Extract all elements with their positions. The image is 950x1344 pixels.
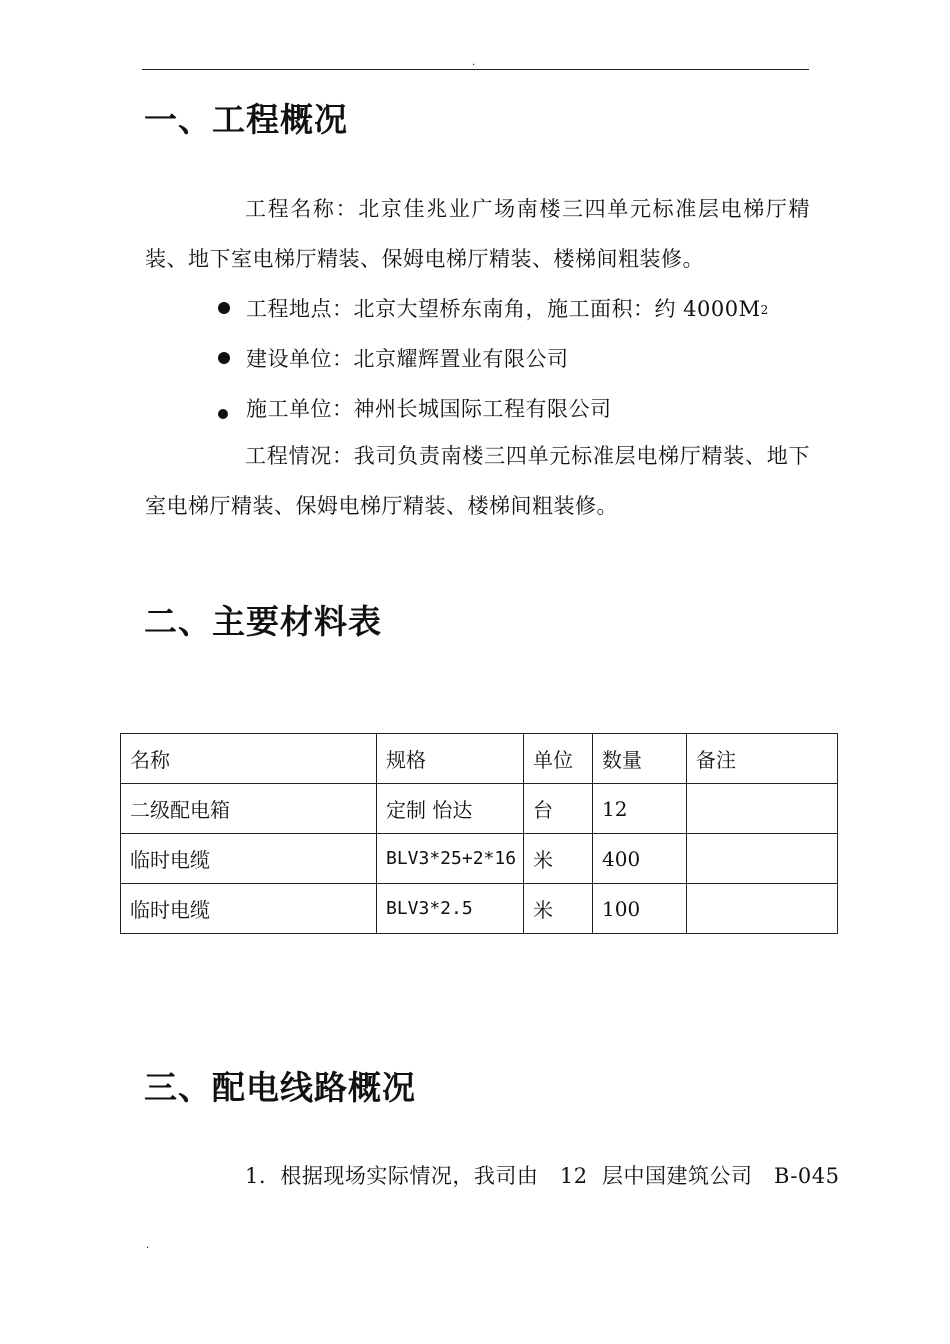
table-row bbox=[121, 784, 838, 834]
table-header-cell: 名称 bbox=[121, 734, 377, 784]
table-header-cell: 备注 bbox=[687, 734, 838, 784]
materials-table bbox=[120, 733, 838, 934]
section-2-heading: 二、主要材料表 bbox=[144, 602, 382, 641]
header-marker: . bbox=[472, 57, 476, 68]
table-cell bbox=[687, 784, 838, 834]
footer-marker: . bbox=[146, 1240, 150, 1251]
table-header-row bbox=[121, 734, 838, 784]
bullet-text: 工程地点：北京大望桥东南角，施工面积：约 4000M bbox=[246, 297, 761, 321]
table-cell: BLV3*25+2*16 bbox=[377, 834, 524, 884]
table-cell: 定制 怡达 bbox=[377, 784, 524, 834]
table-cell bbox=[687, 884, 838, 934]
table-cell: 米 bbox=[524, 884, 593, 934]
table-cell: BLV3*2.5 bbox=[377, 884, 524, 934]
superscript-area-unit: 2 bbox=[760, 303, 769, 317]
project-situation-paragraph: 工程情况：我司负责南楼三四单元标准层电梯厅精装、地下室电梯厅精装、保姆电梯厅精装、楼梯间粗装修。 bbox=[145, 444, 810, 518]
bullet-icon bbox=[218, 409, 228, 419]
table-cell: 临时电缆 bbox=[121, 884, 377, 934]
table-cell: 12 bbox=[593, 784, 687, 834]
table-cell: 100 bbox=[593, 884, 687, 934]
section-3-heading: 三、配电线路概况 bbox=[144, 1068, 416, 1107]
bullet-text: 建设单位：北京耀辉置业有限公司 bbox=[246, 347, 569, 371]
table-cell bbox=[687, 834, 838, 884]
numbered-item-1: 1. 根据现场实际情况，我司由 12 层中国建筑公司 B-045 bbox=[245, 1164, 840, 1188]
table-cell: 台 bbox=[524, 784, 593, 834]
table-cell: 二级配电箱 bbox=[121, 784, 377, 834]
header-rule bbox=[142, 69, 809, 70]
bullet-icon bbox=[218, 302, 230, 314]
table-cell: 米 bbox=[524, 834, 593, 884]
table-header-cell: 规格 bbox=[377, 734, 524, 784]
table-row bbox=[121, 884, 838, 934]
table-row bbox=[121, 834, 838, 884]
table-cell: 400 bbox=[593, 834, 687, 884]
table-header-cell: 数量 bbox=[593, 734, 687, 784]
project-name-paragraph: 工程名称：北京佳兆业广场南楼三四单元标准层电梯厅精装、地下室电梯厅精装、保姆电梯厅精装、楼梯间粗装修。 bbox=[145, 197, 810, 271]
bullet-item-contractor bbox=[218, 393, 612, 423]
table-cell: 临时电缆 bbox=[121, 834, 377, 884]
table-header-cell: 单位 bbox=[524, 734, 593, 784]
bullet-text: 施工单位：神州长城国际工程有限公司 bbox=[246, 397, 612, 421]
bullet-item-developer bbox=[218, 343, 569, 373]
bullet-icon bbox=[218, 352, 230, 364]
bullet-item-location bbox=[218, 293, 769, 323]
section-1-heading: 一、工程概况 bbox=[144, 100, 348, 139]
